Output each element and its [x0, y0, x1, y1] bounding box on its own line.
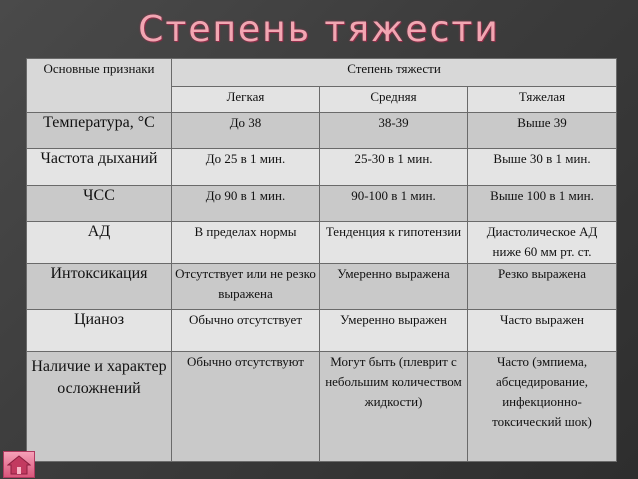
- table-row: [27, 149, 617, 186]
- row-feature: Частота дыханий: [27, 149, 172, 186]
- row-value-severe: Выше 100 в 1 мин.: [468, 186, 617, 222]
- row-value-mild: До 25 в 1 мин.: [172, 149, 320, 186]
- severity-table: [26, 58, 617, 462]
- row-value-moderate: Могут быть (плеврит с небольшим количеством жидкости): [320, 352, 468, 462]
- table-row: [27, 186, 617, 222]
- row-value-mild: Отсутствует или не резко выражена: [172, 264, 320, 310]
- row-value-moderate: Умеренно выражен: [320, 310, 468, 352]
- row-value-mild: Обычно отсутствуют: [172, 352, 320, 462]
- row-value-moderate: 38-39: [320, 113, 468, 149]
- row-value-severe: Часто (эмпиема, абсцедирование, инфекционно-токсический шок): [468, 352, 617, 462]
- row-value-moderate: 25-30 в 1 мин.: [320, 149, 468, 186]
- row-value-severe: Выше 39: [468, 113, 617, 149]
- row-feature: ЧСС: [27, 186, 172, 222]
- row-value-severe: Резко выражена: [468, 264, 617, 310]
- home-icon: [7, 455, 31, 475]
- row-feature: Цианоз: [27, 310, 172, 352]
- row-value-severe: Диастолическое АД ниже 60 мм рт. ст.: [468, 222, 617, 264]
- home-button[interactable]: [3, 451, 35, 478]
- header-level-mild: Легкая: [172, 87, 320, 113]
- table-row: [27, 352, 617, 462]
- row-value-mild: До 90 в 1 мин.: [172, 186, 320, 222]
- row-value-moderate: Умеренно выражена: [320, 264, 468, 310]
- row-value-mild: До 38: [172, 113, 320, 149]
- row-feature: Интоксикация: [27, 264, 172, 310]
- header-level-severe: Тяжелая: [468, 87, 617, 113]
- table-row: [27, 310, 617, 352]
- header-level-moderate: Средняя: [320, 87, 468, 113]
- slide-title: Степень тяжести: [138, 9, 500, 50]
- table-row: [27, 222, 617, 264]
- row-feature: Наличие и характер осложнений: [27, 352, 172, 462]
- row-value-moderate: Тенденция к гипотензии: [320, 222, 468, 264]
- header-severity-label: Степень тяжести: [172, 59, 617, 87]
- row-feature: АД: [27, 222, 172, 264]
- header-feature-label: Основные признаки: [27, 59, 172, 113]
- row-value-mild: Обычно отсутствует: [172, 310, 320, 352]
- table-row: [27, 264, 617, 310]
- row-value-severe: Выше 30 в 1 мин.: [468, 149, 617, 186]
- row-feature: Температура, °С: [27, 113, 172, 149]
- row-value-moderate: 90-100 в 1 мин.: [320, 186, 468, 222]
- row-value-severe: Часто выражен: [468, 310, 617, 352]
- table-row: [27, 113, 617, 149]
- row-value-mild: В пределах нормы: [172, 222, 320, 264]
